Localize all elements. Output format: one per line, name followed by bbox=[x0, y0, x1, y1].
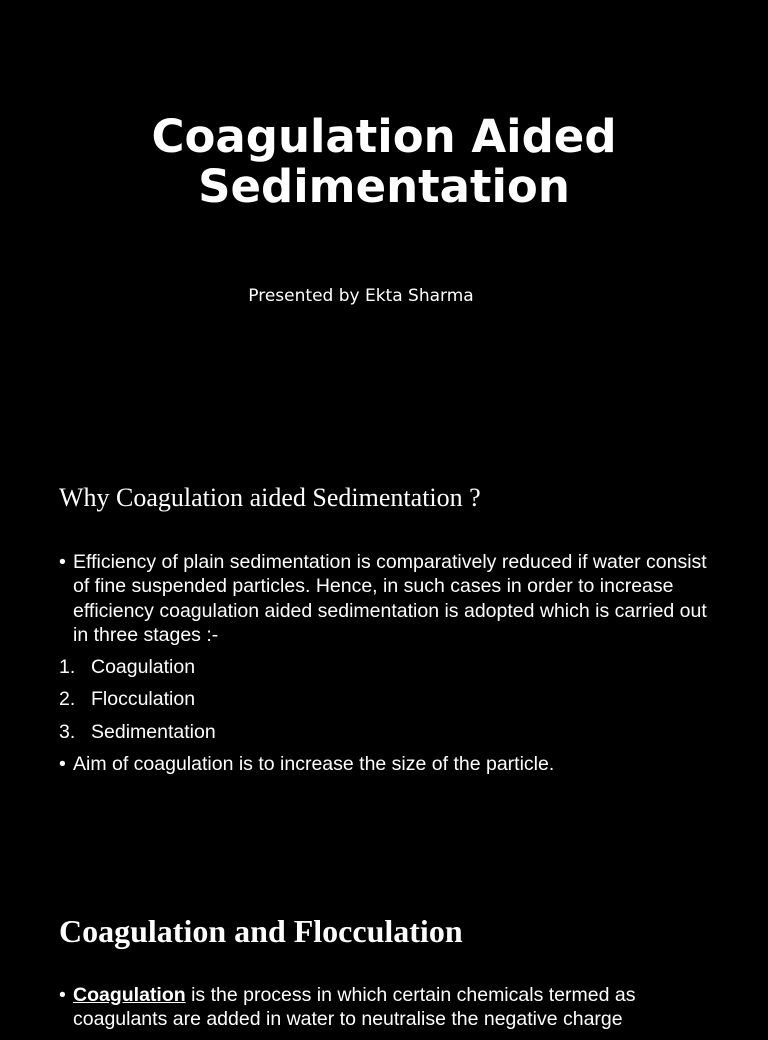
stage-label: Sedimentation bbox=[91, 720, 216, 743]
coagulation-term: Coagulation bbox=[73, 984, 186, 1006]
stage-item bbox=[59, 720, 719, 744]
stage-number: 3. bbox=[59, 720, 76, 743]
stage-number: 1. bbox=[59, 656, 76, 679]
stage-label: Flocculation bbox=[91, 688, 196, 711]
stage-item bbox=[59, 655, 719, 679]
presenter-subtitle: Presented by Ekta Sharma bbox=[248, 286, 474, 306]
coagulation-slide bbox=[0, 864, 768, 1031]
why-content bbox=[59, 550, 719, 784]
title-line-2: Sedimentation bbox=[198, 160, 570, 213]
why-heading: Why Coagulation aided Sedimentation ? bbox=[59, 483, 481, 512]
stage-label: Coagulation bbox=[91, 656, 196, 679]
bullet-aim: • Aim of coagulation is to increase the size of the particle. bbox=[59, 752, 719, 776]
title-line-1: Coagulation Aided bbox=[151, 110, 617, 163]
coagulation-heading: Coagulation and Flocculation bbox=[59, 913, 463, 949]
why-slide bbox=[0, 432, 768, 864]
title-slide bbox=[0, 0, 768, 432]
coagulation-content bbox=[59, 983, 719, 1040]
bullet-efficiency: • Efficiency of plain sedimentation is comparatively reduced if water consist of fine suspended particles. Hence, in such cases in order to increase efficiency coagulation aided sedimentation is adopted which is carried out in three stages :- bbox=[59, 550, 719, 647]
bullet-coagulation-definition bbox=[59, 983, 719, 1032]
coagulation-definition-text: is the process in which certain chemicals termed as coagulants are added in water to neutralise the negative charge bbox=[73, 984, 636, 1031]
stage-item bbox=[59, 687, 719, 711]
stage-number: 2. bbox=[59, 688, 76, 711]
presentation-title bbox=[0, 112, 768, 212]
